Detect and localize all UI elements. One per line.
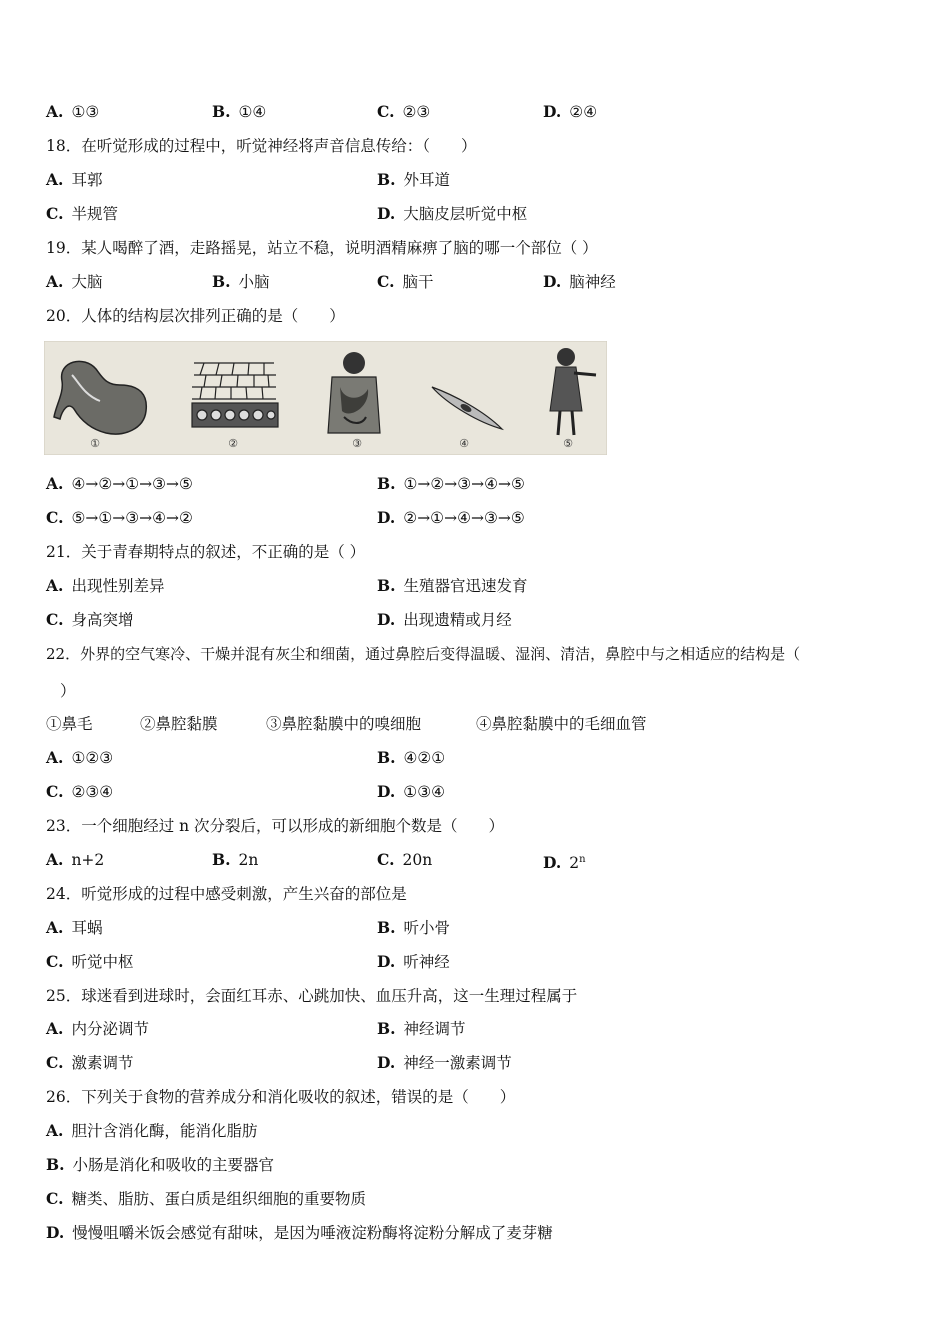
q26-option-d: D. 慢慢咀嚼米饭会感觉有甜味，是因为唾液淀粉酶将淀粉分解成了麦芽糖 <box>46 1223 553 1242</box>
q22-item-4: ④鼻腔黏膜中的毛细血管 <box>476 715 647 733</box>
q22-stem-line2: ） <box>60 682 76 700</box>
q25-option-b: B. 神经调节 <box>377 1019 466 1038</box>
q22-option-c: C. ②③④ <box>46 782 114 801</box>
q18-stem: 18．在听觉形成的过程中，听觉神经将声音信息传给：（ ） <box>46 137 477 155</box>
q24-option-a: A. 耳蜗 <box>46 918 103 937</box>
q22-stem-line1: 22．外界的空气寒冷、干燥并混有灰尘和细菌，通过鼻腔后变得温暖、湿润、清洁，鼻腔中与之相适应的结构是（ <box>46 645 801 663</box>
q20-option-b: B. ①→②→③→④→⑤ <box>377 474 525 493</box>
figure-label-4: ④ <box>459 437 469 450</box>
q20-figure <box>44 341 607 455</box>
q18-option-b: B. 外耳道 <box>377 170 451 189</box>
q17-option-c: C. ②③ <box>377 102 431 121</box>
q18-option-c: C. 半规管 <box>46 204 118 223</box>
q21-option-d: D. 出现遗精或月经 <box>377 610 512 629</box>
q19-option-b: B. 小脑 <box>212 272 270 291</box>
q21-option-a: A. 出现性别差异 <box>46 576 165 595</box>
q21-option-c: C. 身高突增 <box>46 610 134 629</box>
q23-option-b: B. 2n <box>212 850 259 869</box>
q26-stem: 26．下列关于食物的营养成分和消化吸收的叙述，错误的是（ ） <box>46 1088 516 1106</box>
q20-option-d: D. ②→①→④→③→⑤ <box>377 508 525 527</box>
q24-option-b: B. 听小骨 <box>377 918 451 937</box>
figure-label-5: ⑤ <box>563 437 573 450</box>
q23-option-a: A. n+2 <box>46 850 105 869</box>
q18-option-d: D. 大脑皮层听觉中枢 <box>377 204 528 223</box>
q25-stem: 25．球迷看到进球时，会面红耳赤、心跳加快、血压升高，这一生理过程属于 <box>46 987 578 1005</box>
exponent-n: n <box>579 854 586 865</box>
q18-option-a: A. 耳郭 <box>46 170 103 189</box>
q23-option-c: C. 20n <box>377 850 433 869</box>
q22-item-2: ②鼻腔黏膜 <box>140 715 218 733</box>
q25-option-c: C. 激素调节 <box>46 1053 134 1072</box>
q22-item-1: ①鼻毛 <box>46 715 93 733</box>
q25-option-d: D. 神经一激素调节 <box>377 1053 512 1072</box>
q24-option-d: D. 听神经 <box>377 952 450 971</box>
q19-stem: 19．某人喝醉了酒，走路摇晃，站立不稳，说明酒精麻痹了脑的哪一个部位（ ） <box>46 239 598 257</box>
q24-stem: 24．听觉形成的过程中感受刺激，产生兴奋的部位是 <box>46 885 407 903</box>
q20-option-a: A. ④→②→①→③→⑤ <box>46 474 193 493</box>
q23-option-d: D. 2$^n$ <box>543 853 586 872</box>
q22-option-d: D. ①③④ <box>377 782 445 801</box>
q24-option-c: C. 听觉中枢 <box>46 952 134 971</box>
q17-option-a: A. ①③ <box>46 102 100 121</box>
q21-option-b: B. 生殖器官迅速发育 <box>377 576 528 595</box>
q17-option-d: D. ②④ <box>543 102 598 121</box>
q19-option-a: A. 大脑 <box>46 272 103 291</box>
q23-stem: 23．一个细胞经过 n 次分裂后，可以形成的新细胞个数是（ ） <box>46 817 505 835</box>
q22-option-b: B. ④②① <box>377 748 446 767</box>
q19-option-d: D. 脑神经 <box>543 272 616 291</box>
q26-option-c: C. 糖类、脂肪、蛋白质是组织细胞的重要物质 <box>46 1189 366 1208</box>
q19-option-c: C. 脑干 <box>377 272 434 291</box>
q21-stem: 21．关于青春期特点的叙述，不正确的是（ ） <box>46 543 366 561</box>
q25-option-a: A. 内分泌调节 <box>46 1019 149 1038</box>
q26-option-b: B. 小肠是消化和吸收的主要器官 <box>46 1155 275 1174</box>
q26-option-a: A. 胆汁含消化酶，能消化脂肪 <box>46 1121 258 1140</box>
q20-stem: 20．人体的结构层次排列正确的是（ ） <box>46 307 345 325</box>
figure-label-1: ① <box>90 437 100 450</box>
q20-option-c: C. ⑤→①→③→④→② <box>46 508 193 527</box>
figure-label-2: ② <box>228 437 238 450</box>
figure-label-3: ③ <box>352 437 362 450</box>
q17-option-b: B. ①④ <box>212 102 267 121</box>
q22-option-a: A. ①②③ <box>46 748 114 767</box>
q22-item-3: ③鼻腔黏膜中的嗅细胞 <box>266 715 422 733</box>
